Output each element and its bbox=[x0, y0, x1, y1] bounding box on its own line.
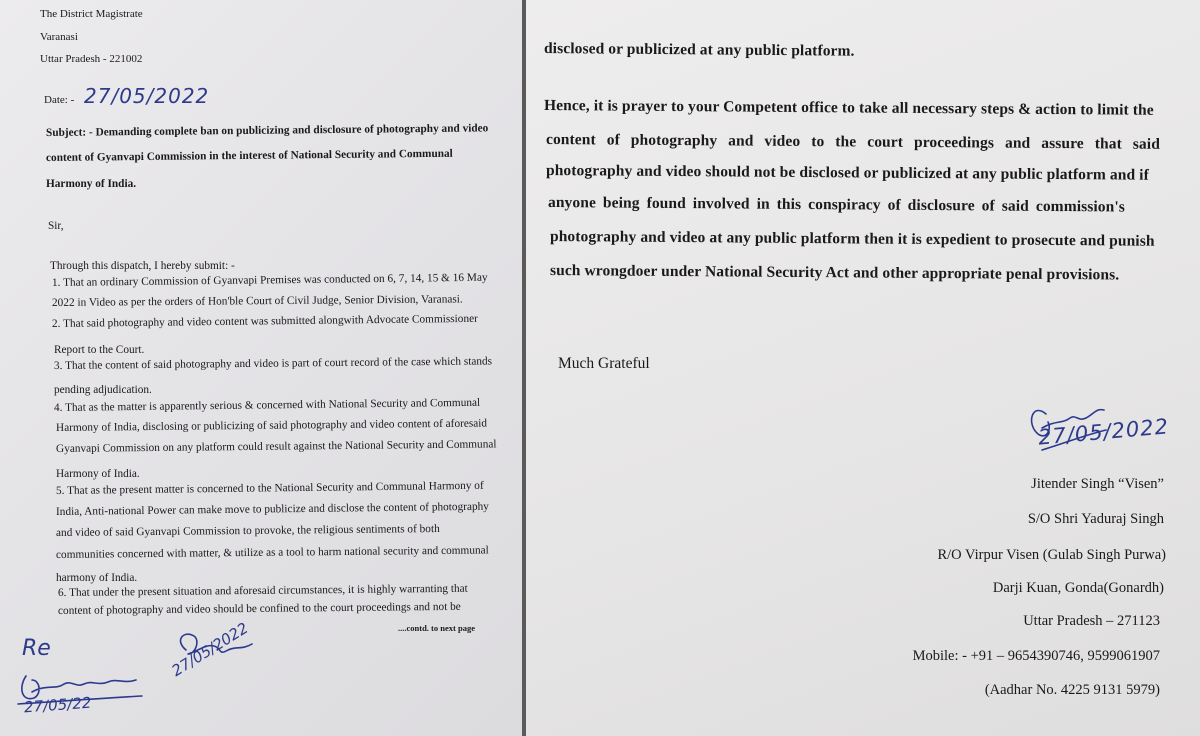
subject-line-2: content of Gyanvapi Commission in the interest of National Security and Communal bbox=[45, 147, 453, 164]
receiver-sign-date: 27/05/22 bbox=[23, 693, 92, 717]
sender-mobile: Mobile: - +91 – 9654390746, 9599061907 bbox=[912, 648, 1160, 664]
point-line: Gyanvapi Commission on any platform could result against the National Security and Communal bbox=[55, 438, 497, 455]
closing-text: Much Grateful bbox=[558, 355, 650, 372]
salutation: Sir, bbox=[48, 220, 64, 232]
prayer-line: photography and video at any public platform then it is expedient to prosecute and punish bbox=[549, 228, 1155, 250]
continued-note: ....contd. to next page bbox=[398, 623, 475, 633]
point-line: Report to the Court. bbox=[54, 344, 145, 356]
point-line: 5. That as the present matter is concerned to the National Security and Communal Harmony of bbox=[55, 479, 484, 497]
sender-sign-date: 27/05/2022 bbox=[168, 618, 252, 680]
point-line: 1. That an ordinary Commission of Gyanvapi Premises was conducted on 6, 7, 14, 15 & 16 May bbox=[51, 271, 488, 289]
prayer-line: anyone being found involved in this conspiracy of disclosure of said commission's bbox=[547, 194, 1126, 216]
sender-name: Jitender Singh “Visen” bbox=[1031, 476, 1164, 492]
intro-line: Through this dispatch, I hereby submit: - bbox=[50, 260, 235, 272]
subject-line-1: Subject: - Demanding complete ban on publicizing and disclosure of photography and video bbox=[45, 122, 489, 139]
point-line: 2022 in Video as per the orders of Hon'ble Court of Civil Judge, Senior Division, Varanasi. bbox=[51, 293, 463, 309]
addressee-line-1: The District Magistrate bbox=[40, 8, 143, 20]
prayer-line: content of photography and video to the court proceedings and assure that said bbox=[545, 131, 1161, 153]
sender-residence: R/O Virpur Visen (Gulab Singh Purwa) bbox=[937, 547, 1166, 563]
prayer-line: such wrongdoer under National Security Act and other appropriate penal provisions. bbox=[549, 262, 1120, 284]
point-line: content of photography and video should be confined to the court proceedings and not be bbox=[57, 600, 461, 617]
point-line: Harmony of India, disclosing or publicizing of said photography and video content of aforesaid bbox=[55, 417, 488, 434]
point-line: pending adjudication. bbox=[54, 384, 152, 396]
point-line: and video of said Gyanvapi Commission to provoke, the religious sentiments of both bbox=[55, 522, 440, 539]
addressee-line-2: Varanasi bbox=[40, 31, 78, 43]
point-line: 2. That said photography and video content was submitted alongwith Advocate Commissioner bbox=[51, 312, 478, 330]
sender-father: S/O Shri Yaduraj Singh bbox=[1027, 511, 1164, 527]
letter-page-2 bbox=[526, 0, 1200, 736]
addressee-line-3: Uttar Pradesh - 221002 bbox=[40, 53, 143, 65]
point-line: 4. That as the matter is apparently serious & concerned with National Security and Communal bbox=[53, 396, 481, 414]
prayer-line: Hence, it is prayer to your Competent office to take all necessary steps & action to limit the bbox=[543, 97, 1154, 119]
point-line: Harmony of India. bbox=[56, 468, 140, 480]
handwritten-date: 27/05/2022 bbox=[84, 84, 210, 108]
prayer-line: photography and video should not be disclosed or publicized at any public platform and if bbox=[545, 162, 1149, 184]
subject-line-3: Harmony of India. bbox=[46, 178, 137, 190]
date-label: Date: - bbox=[44, 94, 75, 106]
point-line: harmony of India. bbox=[56, 572, 138, 584]
point-line: 3. That the content of said photography and video is part of court record of the case which stands bbox=[53, 355, 493, 372]
point-line: 6. That under the present situation and aforesaid circumstances, it is highly warranting that bbox=[57, 582, 468, 599]
point-line: communities concerned with matter, & utilize as a tool to harm national security and communal bbox=[55, 544, 489, 561]
continuation-line: disclosed or publicized at any public platform. bbox=[543, 40, 855, 60]
sender-state: Uttar Pradesh – 271123 bbox=[1023, 613, 1160, 629]
received-note: Re bbox=[22, 636, 51, 661]
point-line: India, Anti-national Power can make move to publicize and disclose the content of photography bbox=[55, 500, 489, 518]
letter-page-1 bbox=[0, 0, 522, 736]
sender-aadhar: (Aadhar No. 4225 9131 5979) bbox=[984, 682, 1160, 698]
sender-locality: Darji Kuan, Gonda(Gonardh) bbox=[992, 580, 1164, 596]
signature-date: 27/05/2022 bbox=[1037, 414, 1170, 450]
